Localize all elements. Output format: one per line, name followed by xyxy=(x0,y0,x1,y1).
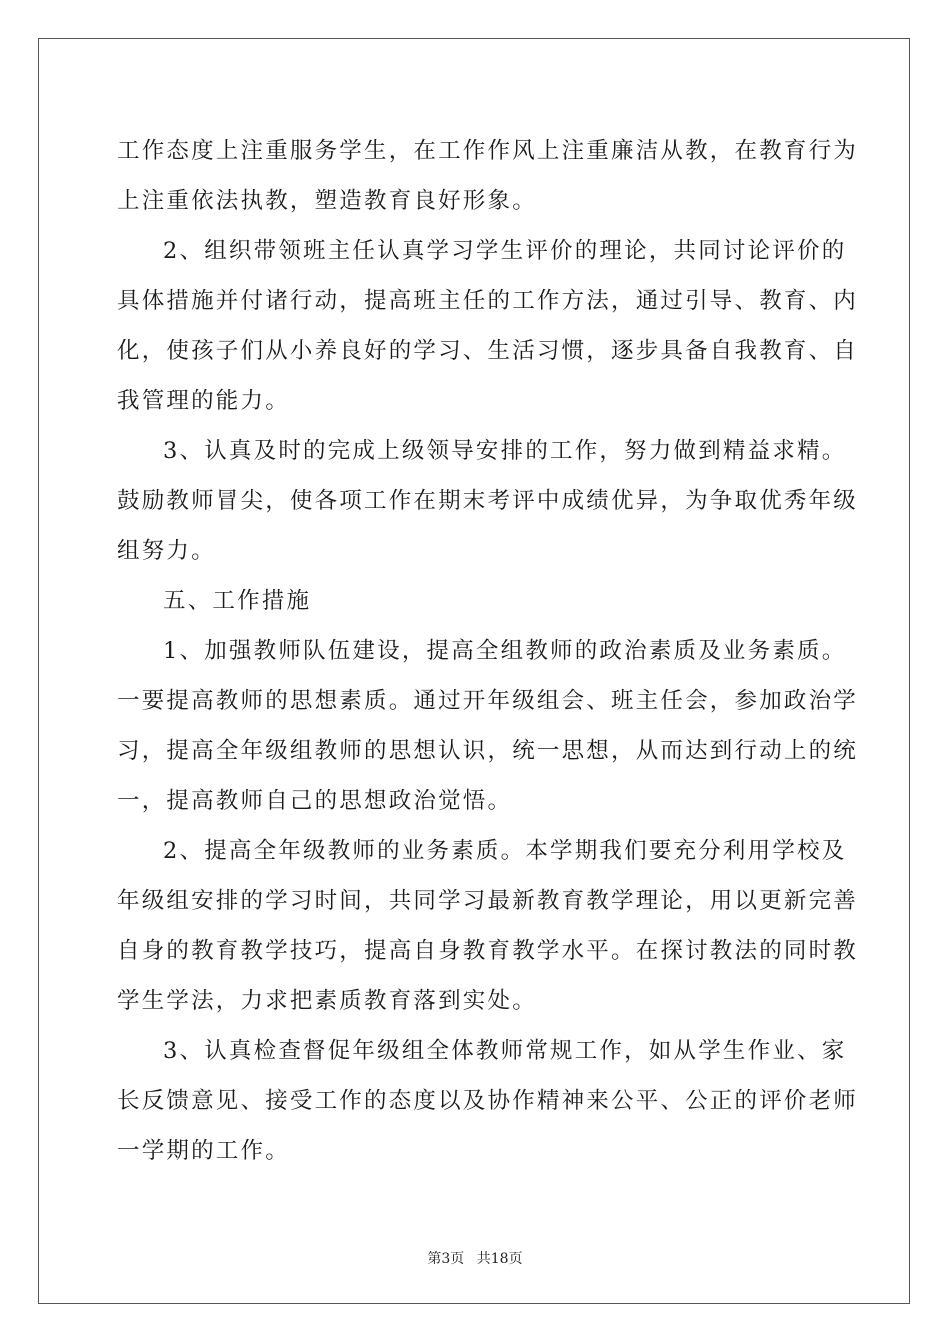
document-body xyxy=(117,126,859,1176)
text-line: 组努力。 xyxy=(117,538,216,564)
text-line: 长反馈意见、接受工作的态度以及协作精神来公平、公正的评价老师 xyxy=(117,1088,859,1114)
text-line: 具体措施并付诸行动，提高班主任的工作方法，通过引导、教育、内 xyxy=(117,288,859,314)
text-line: 年级组安排的学习时间，共同学习最新教育教学理论，用以更新完善 xyxy=(117,888,859,914)
paragraph-start-line: 3、认真检查督促年级组全体教师常规工作，如从学生作业、家 xyxy=(163,1038,847,1064)
text-line: 自身的教育教学技巧，提高自身教育教学水平。在探讨教法的同时教 xyxy=(117,938,859,964)
page-number: 第3页 xyxy=(427,1251,465,1267)
text-line: 一，提高教师自己的思想政治觉悟。 xyxy=(117,788,513,814)
text-line: 工作态度上注重服务学生，在工作作风上注重廉洁从教，在教育行为 xyxy=(117,138,859,164)
text-line: 我管理的能力。 xyxy=(117,388,290,414)
page-total: 共18页 xyxy=(476,1251,523,1267)
text-line: 习，提高全年级组教师的思想认识，统一思想，从而达到行动上的统 xyxy=(117,738,859,764)
text-line: 一学期的工作。 xyxy=(117,1138,290,1164)
text-line: 一要提高教师的思想素质。通过开年级组会、班主任会，参加政治学 xyxy=(117,688,859,714)
paragraph-start-line: 2、组织带领班主任认真学习学生评价的理论，共同讨论评价的 xyxy=(163,238,847,264)
paragraph-start-line: 3、认真及时的完成上级领导安排的工作，努力做到精益求精。 xyxy=(163,438,847,464)
text-line: 鼓励教师冒尖，使各项工作在期末考评中成绩优异，为争取优秀年级 xyxy=(117,488,859,514)
text-line: 化，使孩子们从小养良好的学习、生活习惯，逐步具备自我教育、自 xyxy=(117,338,859,364)
text-line: 学生学法，力求把素质教育落到实处。 xyxy=(117,988,537,1014)
section-heading: 五、工作措施 xyxy=(163,588,312,614)
page-footer xyxy=(0,1248,950,1268)
paragraph-start-line: 2、提高全年级教师的业务素质。本学期我们要充分利用学校及 xyxy=(163,838,847,864)
text-line: 上注重依法执教，塑造教育良好形象。 xyxy=(117,188,537,214)
paragraph-start-line: 1、加强教师队伍建设，提高全组教师的政治素质及业务素质。 xyxy=(163,638,847,664)
